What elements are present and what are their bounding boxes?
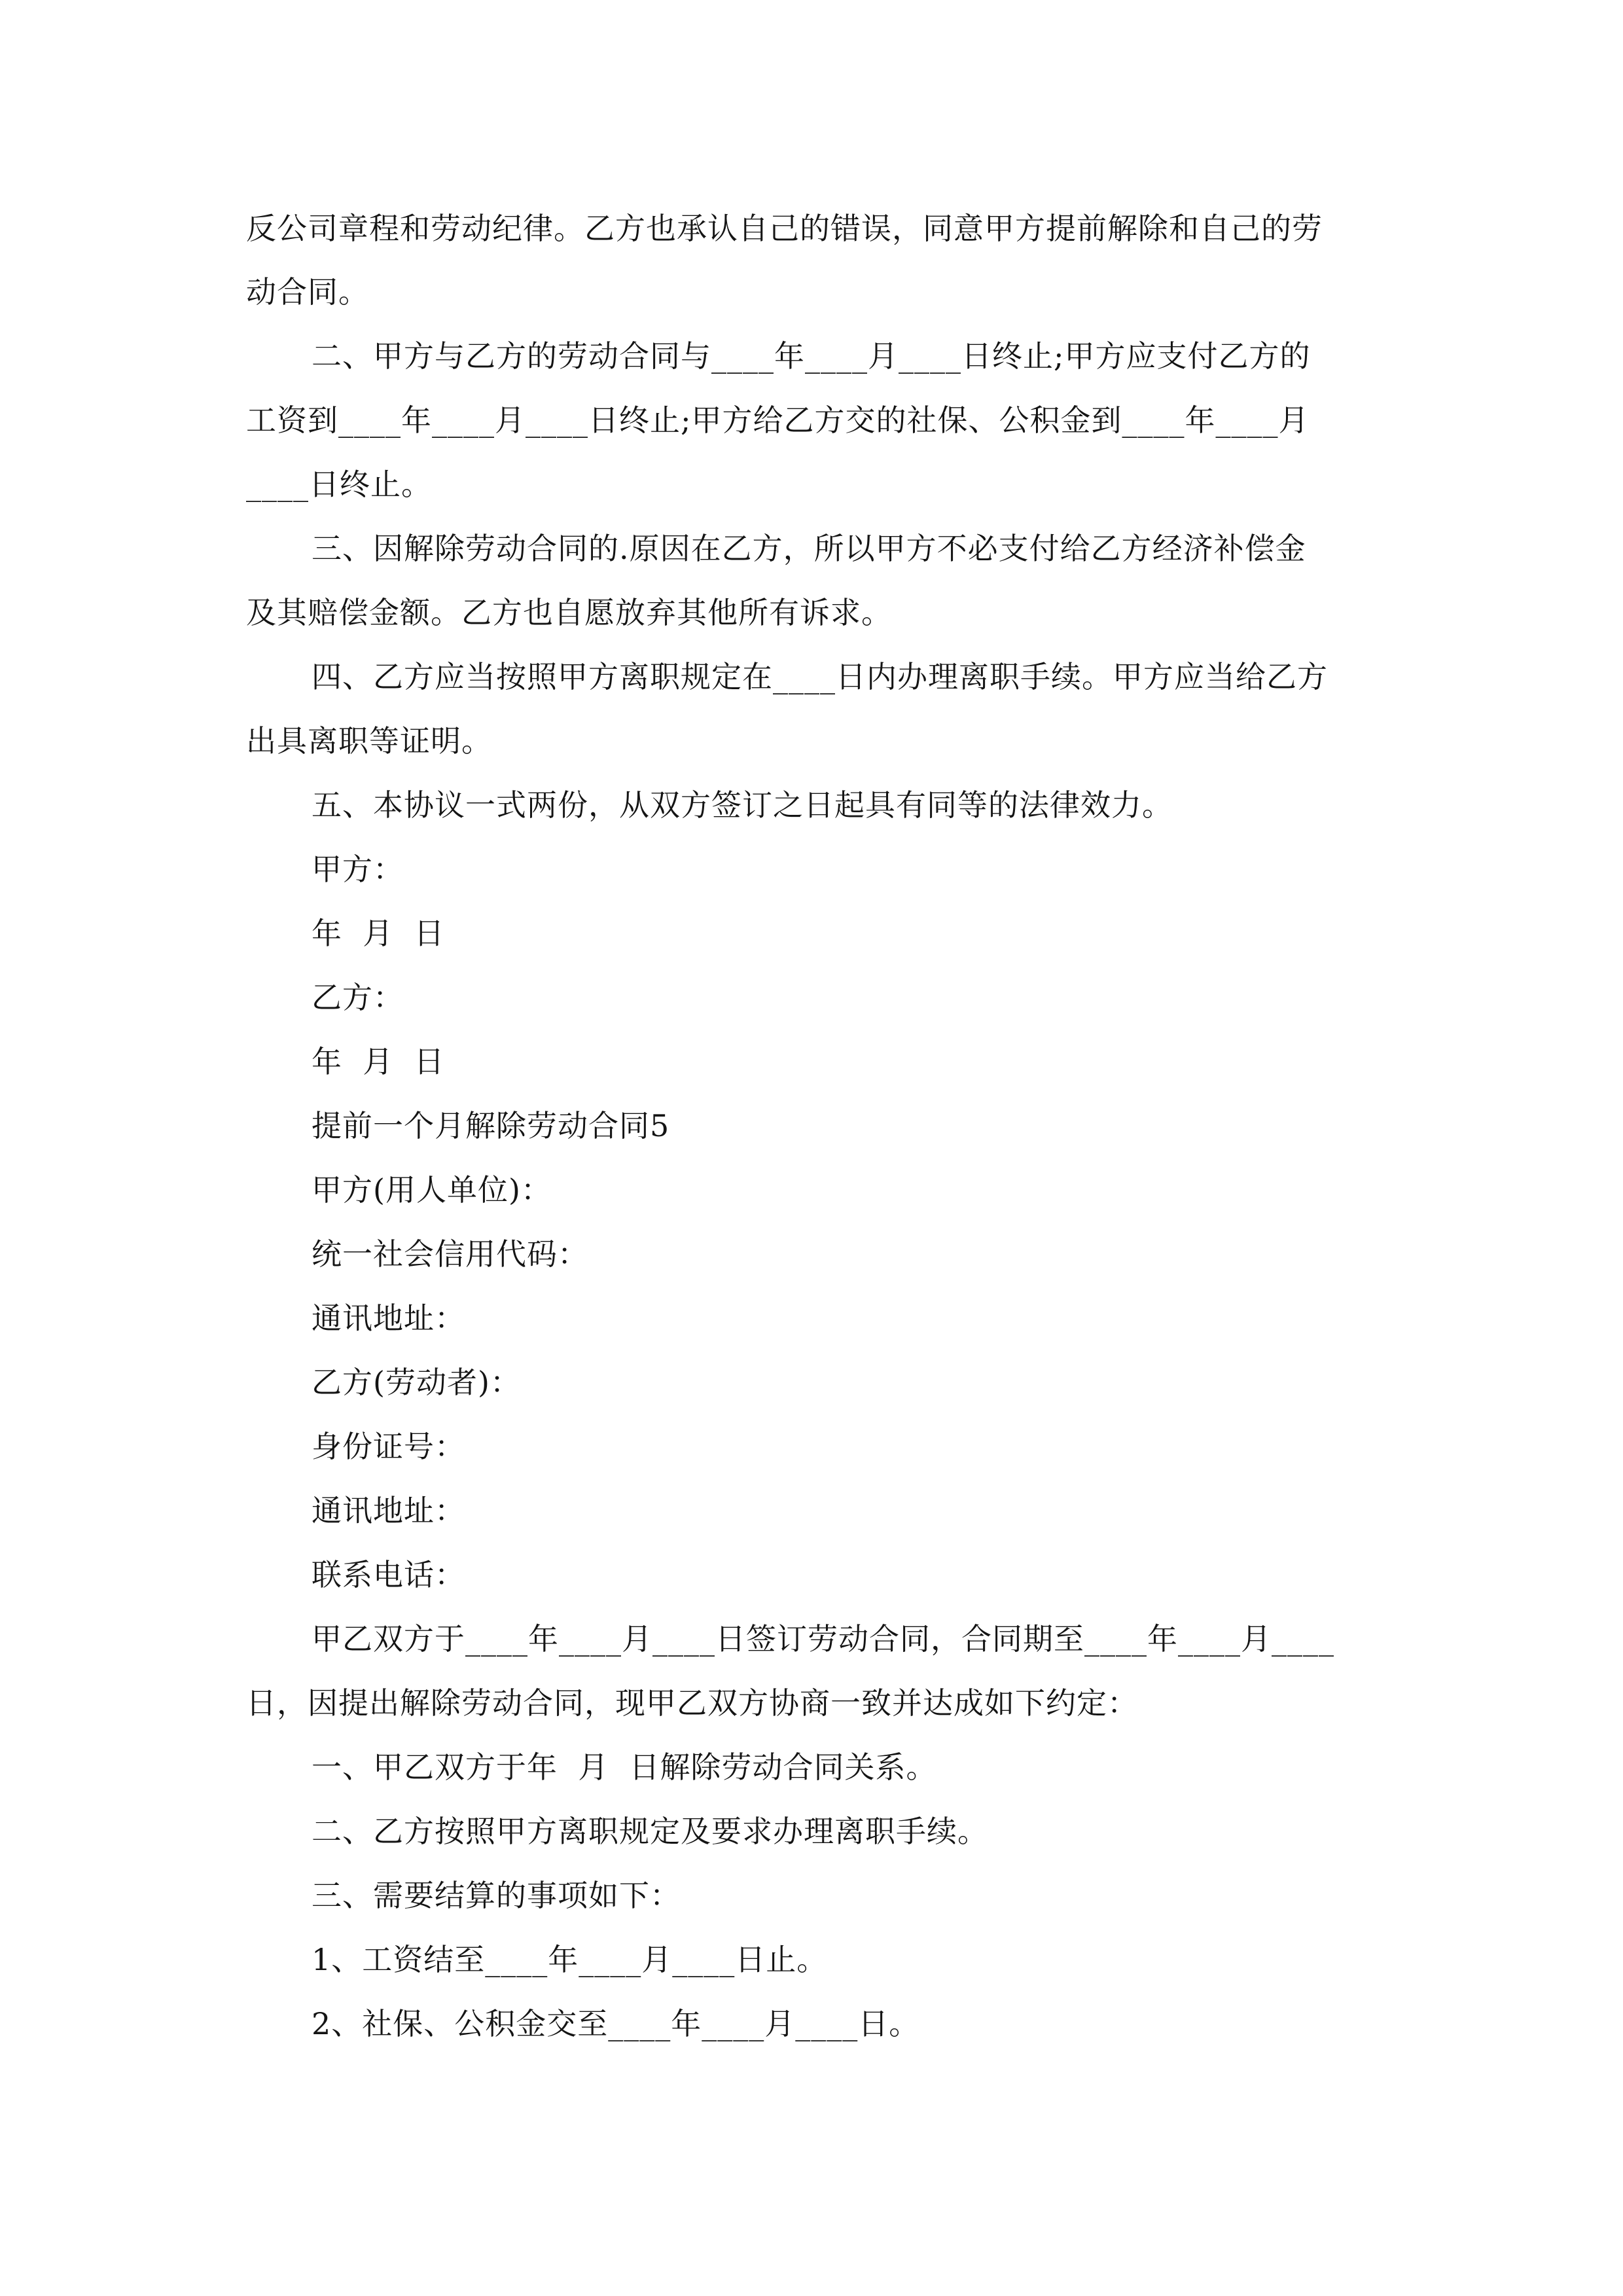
employee-label: 乙方(劳动者)： — [312, 1365, 521, 1400]
clause-four-line: 出具离职等证明。 — [246, 723, 492, 759]
clause-two-line: ____日终止。 — [246, 467, 432, 502]
section-title: 提前一个月解除劳动合同5 — [312, 1108, 670, 1143]
employer-address-label: 通讯地址： — [312, 1300, 465, 1336]
agreement-intro-line: 日，因提出解除劳动合同，现甲乙双方协商一致并达成如下约定： — [246, 1685, 1138, 1721]
party-b-date-label: 年 月 日 — [312, 1044, 445, 1079]
settlement-item-social-insurance: 2、社保、公积金交至____年____月____日。 — [312, 2006, 920, 2041]
term-three-line: 三、需要结算的事项如下： — [312, 1878, 681, 1913]
clause-three-line: 三、因解除劳动合同的.原因在乙方，所以甲方不必支付给乙方经济补偿金 — [312, 531, 1306, 566]
phone-label: 联系电话： — [312, 1557, 465, 1592]
id-number-label: 身份证号： — [312, 1429, 465, 1464]
paragraph-line: 动合同。 — [246, 274, 369, 310]
paragraph-line: 反公司章程和劳动纪律。乙方也承认自己的错误，同意甲方提前解除和自己的劳 — [246, 211, 1323, 246]
clause-two-line: 二、甲方与乙方的劳动合同与____年____月____日终止;甲方应支付乙方的 — [312, 338, 1311, 374]
credit-code-label: 统一社会信用代码： — [312, 1236, 588, 1272]
term-two-line: 二、乙方按照甲方离职规定及要求办理离职手续。 — [312, 1814, 988, 1849]
clause-five-line: 五、本协议一式两份，从双方签订之日起具有同等的法律效力。 — [312, 787, 1173, 823]
term-one-line: 一、甲乙双方于年 月 日解除劳动合同关系。 — [312, 1749, 937, 1785]
settlement-item-salary: 1、工资结至____年____月____日止。 — [312, 1942, 828, 1977]
party-a-date-label: 年 月 日 — [312, 916, 445, 951]
employer-label: 甲方(用人单位)： — [312, 1172, 552, 1208]
clause-three-line: 及其赔偿金额。乙方也自愿放弃其他所有诉求。 — [246, 595, 892, 630]
agreement-intro-line: 甲乙双方于____年____月____日签订劳动合同，合同期至____年____月____ — [312, 1621, 1334, 1657]
party-a-signature-label: 甲方： — [312, 852, 404, 887]
employee-address-label: 通讯地址： — [312, 1493, 465, 1528]
clause-two-line: 工资到____年____月____日终止;甲方给乙方交的社保、公积金到____年____月 — [246, 403, 1310, 438]
party-b-signature-label: 乙方： — [312, 980, 404, 1015]
clause-four-line: 四、乙方应当按照甲方离职规定在____日内办理离职手续。甲方应当给乙方 — [312, 659, 1328, 694]
